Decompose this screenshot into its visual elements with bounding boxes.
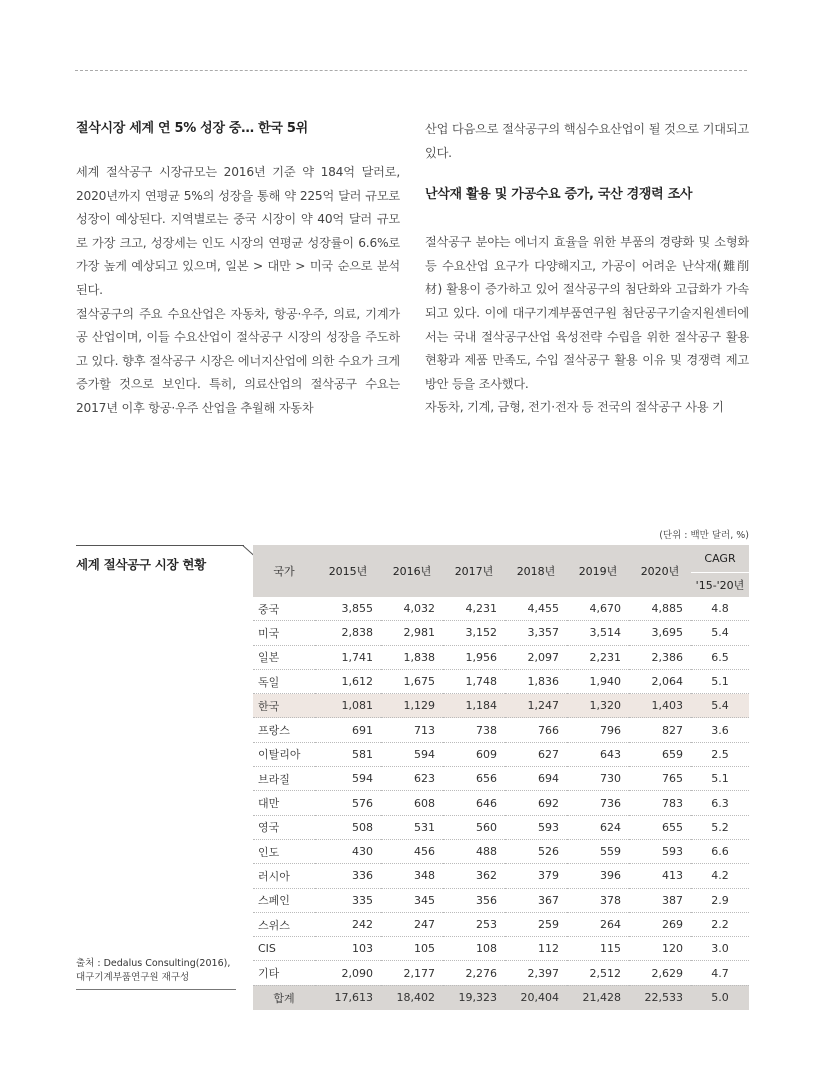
value-cell: 508 (315, 815, 381, 839)
value-cell: 1,956 (443, 645, 505, 669)
country-name: 미국 (253, 621, 315, 645)
source-line-2: 대구기계부품연구원 재구성 (76, 972, 190, 983)
value-cell: 560 (443, 815, 505, 839)
article-right-column (425, 118, 749, 420)
value-cell: 593 (629, 839, 691, 863)
table-row (253, 912, 749, 936)
value-cell: 259 (505, 912, 567, 936)
value-cell: 2,512 (567, 961, 629, 985)
value-cell: 1,748 (443, 669, 505, 693)
value-cell: 17,613 (315, 985, 381, 1010)
value-cell: 692 (505, 791, 567, 815)
cagr-cell: 3.0 (691, 937, 749, 961)
value-cell: 593 (505, 815, 567, 839)
table-row (253, 791, 749, 815)
value-cell: 730 (567, 767, 629, 791)
value-cell: 2,090 (315, 961, 381, 985)
cagr-cell: 5.4 (691, 621, 749, 645)
value-cell: 269 (629, 912, 691, 936)
table-row (253, 937, 749, 961)
table-row (253, 669, 749, 693)
value-cell: 1,675 (381, 669, 443, 693)
value-cell: 4,231 (443, 597, 505, 621)
paragraph-survey: 절삭공구 분야는 에너지 효율을 위한 부품의 경량화 및 소형화 등 수요산업 요구가 다양해지고, 가공이 어려운 난삭재(難削材) 활용이 증가하고 있어 절삭공구의 첨단화와 고급화가 가속되고 있다. 이에 대구기계부품연구원 첨단공구기술지원센터에서는 국내 절삭공구산업 육성전략 수립을 위한 절삭공구 활용현황과 제품 만족도, 수입 절삭공구 활용 이유 및 경쟁력 제고 방안 등을 조사했다. (425, 235, 749, 391)
value-cell: 643 (567, 742, 629, 766)
country-name: 브라질 (253, 767, 315, 791)
country-name: 대만 (253, 791, 315, 815)
value-cell: 646 (443, 791, 505, 815)
value-cell: 253 (443, 912, 505, 936)
value-cell: 396 (567, 864, 629, 888)
article-left-column (76, 118, 400, 421)
cagr-cell: 4.7 (691, 961, 749, 985)
value-cell: 2,177 (381, 961, 443, 985)
value-cell: 3,357 (505, 621, 567, 645)
cagr-cell: 4.8 (691, 597, 749, 621)
table-row (253, 888, 749, 912)
value-cell: 345 (381, 888, 443, 912)
table-row (253, 961, 749, 985)
value-cell: 105 (381, 937, 443, 961)
value-cell: 2,064 (629, 669, 691, 693)
value-cell: 3,514 (567, 621, 629, 645)
value-cell: 120 (629, 937, 691, 961)
country-name: 스페인 (253, 888, 315, 912)
section-heading-survey: 난삭재 활용 및 가공수요 증가, 국산 경쟁력 조사 (425, 187, 693, 203)
section-heading-market: 절삭시장 세계 연 5% 성장 중… 한국 5위 (76, 121, 308, 136)
value-cell: 736 (567, 791, 629, 815)
value-cell: 627 (505, 742, 567, 766)
cagr-cell: 5.2 (691, 815, 749, 839)
cagr-cell: 6.6 (691, 839, 749, 863)
table-row (253, 815, 749, 839)
value-cell: 362 (443, 864, 505, 888)
value-cell: 112 (505, 937, 567, 961)
table-row (253, 839, 749, 863)
value-cell: 594 (381, 742, 443, 766)
cagr-cell: 2.5 (691, 742, 749, 766)
cagr-cell: 5.1 (691, 767, 749, 791)
value-cell: 2,981 (381, 621, 443, 645)
country-name: 중국 (253, 597, 315, 621)
value-cell: 108 (443, 937, 505, 961)
cagr-cell: 6.3 (691, 791, 749, 815)
table-row (253, 645, 749, 669)
value-cell: 655 (629, 815, 691, 839)
value-cell: 581 (315, 742, 381, 766)
country-name: 기타 (253, 961, 315, 985)
country-name: 러시아 (253, 864, 315, 888)
value-cell: 3,152 (443, 621, 505, 645)
cagr-cell: 4.2 (691, 864, 749, 888)
value-cell: 576 (315, 791, 381, 815)
value-cell: 348 (381, 864, 443, 888)
value-cell: 691 (315, 718, 381, 742)
country-name: 스위스 (253, 912, 315, 936)
value-cell: 247 (381, 912, 443, 936)
value-cell: 456 (381, 839, 443, 863)
country-name: 한국 (253, 694, 315, 718)
header-year: 2018년 (505, 545, 567, 597)
value-cell: 21,428 (567, 985, 629, 1010)
value-cell: 1,741 (315, 645, 381, 669)
value-cell: 531 (381, 815, 443, 839)
table-row (253, 742, 749, 766)
value-cell: 2,386 (629, 645, 691, 669)
value-cell: 356 (443, 888, 505, 912)
table-row (253, 597, 749, 621)
table-unit-note: (단위 : 백만 달러, %) (659, 530, 749, 541)
value-cell: 4,032 (381, 597, 443, 621)
source-line-1: 출처 : Dedalus Consulting(2016), (76, 958, 231, 969)
value-cell: 4,885 (629, 597, 691, 621)
value-cell: 336 (315, 864, 381, 888)
value-cell: 559 (567, 839, 629, 863)
value-cell: 3,855 (315, 597, 381, 621)
country-name: 이탈리아 (253, 742, 315, 766)
value-cell: 2,276 (443, 961, 505, 985)
value-cell: 103 (315, 937, 381, 961)
value-cell: 335 (315, 888, 381, 912)
value-cell: 1,129 (381, 694, 443, 718)
paragraph-survey-users: 자동차, 기계, 금형, 전기·전자 등 전국의 절삭공구 사용 기 (425, 400, 724, 415)
country-name: 영국 (253, 815, 315, 839)
value-cell: 594 (315, 767, 381, 791)
value-cell: 378 (567, 888, 629, 912)
value-cell: 387 (629, 888, 691, 912)
value-cell: 1,184 (443, 694, 505, 718)
table-title: 세계 절삭공구 시장 현황 (76, 557, 206, 572)
value-cell: 1,838 (381, 645, 443, 669)
table-row (253, 767, 749, 791)
table-title-rule (76, 545, 244, 546)
value-cell: 1,940 (567, 669, 629, 693)
value-cell: 738 (443, 718, 505, 742)
country-name: 일본 (253, 645, 315, 669)
source-note (76, 957, 246, 985)
value-cell: 2,629 (629, 961, 691, 985)
value-cell: 18,402 (381, 985, 443, 1010)
value-cell: 796 (567, 718, 629, 742)
source-rule (76, 989, 236, 990)
market-table (253, 545, 749, 1010)
header-year: 2020년 (629, 545, 691, 597)
paragraph-market-size: 세계 절삭공구 시장규모는 2016년 기준 약 184억 달러로, 2020년까지 연평균 5%의 성장을 통해 약 225억 달러 규모로 성장이 예상된다. 지역별로는 중국 시장이 약 40억 달러 규모로 가장 크고, 성장세는 인도 시장의 연평균 성장률이 6.6%로 가장 높게 예상되고 있으며, 일본 > 대만 > 미국 순으로 분석된다. (76, 165, 400, 297)
value-cell: 22,533 (629, 985, 691, 1010)
value-cell: 430 (315, 839, 381, 863)
value-cell: 367 (505, 888, 567, 912)
value-cell: 4,670 (567, 597, 629, 621)
paragraph-demand-industry: 절삭공구의 주요 수요산업은 자동차, 항공·우주, 의료, 기계가공 산업이며, 이들 수요산업이 절삭공구 시장의 성장을 주도하고 있다. 향후 절삭공구 시장은 에너지산업에 의한 수요가 크게 증가할 것으로 보인다. 특히, 의료산업의 절삭공구 수요는 2017년 이후 항공·우주 산업을 추월해 자동차 (76, 306, 400, 415)
top-dashed-rule (75, 70, 747, 71)
paragraph-continuation: 산업 다음으로 절삭공구의 핵심수요산업이 될 것으로 기대되고 있다. (425, 122, 749, 160)
value-cell: 1,247 (505, 694, 567, 718)
country-name: 독일 (253, 669, 315, 693)
value-cell: 526 (505, 839, 567, 863)
value-cell: 609 (443, 742, 505, 766)
value-cell: 2,397 (505, 961, 567, 985)
cagr-cell: 5.1 (691, 669, 749, 693)
value-cell: 264 (567, 912, 629, 936)
value-cell: 413 (629, 864, 691, 888)
cagr-cell: 2.2 (691, 912, 749, 936)
value-cell: 488 (443, 839, 505, 863)
cagr-cell: 3.6 (691, 718, 749, 742)
value-cell: 4,455 (505, 597, 567, 621)
value-cell: 1,320 (567, 694, 629, 718)
value-cell: 694 (505, 767, 567, 791)
value-cell: 624 (567, 815, 629, 839)
cagr-cell: 6.5 (691, 645, 749, 669)
header-year: 2016년 (381, 545, 443, 597)
value-cell: 608 (381, 791, 443, 815)
table-total-row (253, 985, 749, 1010)
value-cell: 827 (629, 718, 691, 742)
country-name: 프랑스 (253, 718, 315, 742)
value-cell: 379 (505, 864, 567, 888)
table-row (253, 621, 749, 645)
value-cell: 1,612 (315, 669, 381, 693)
value-cell: 20,404 (505, 985, 567, 1010)
value-cell: 1,403 (629, 694, 691, 718)
country-name: CIS (253, 937, 315, 961)
value-cell: 2,097 (505, 645, 567, 669)
country-name: 합계 (253, 985, 315, 1010)
header-cagr-period: '15-'20년 (691, 573, 749, 598)
value-cell: 115 (567, 937, 629, 961)
table-row (253, 718, 749, 742)
value-cell: 783 (629, 791, 691, 815)
header-year: 2017년 (443, 545, 505, 597)
value-cell: 1,081 (315, 694, 381, 718)
value-cell: 3,695 (629, 621, 691, 645)
value-cell: 1,836 (505, 669, 567, 693)
header-country: 국가 (253, 545, 315, 597)
header-year: 2019년 (567, 545, 629, 597)
header-year: 2015년 (315, 545, 381, 597)
table-row (253, 694, 749, 718)
table-row (253, 864, 749, 888)
cagr-cell: 2.9 (691, 888, 749, 912)
value-cell: 623 (381, 767, 443, 791)
country-name: 인도 (253, 839, 315, 863)
value-cell: 2,231 (567, 645, 629, 669)
value-cell: 713 (381, 718, 443, 742)
value-cell: 659 (629, 742, 691, 766)
value-cell: 2,838 (315, 621, 381, 645)
cagr-cell: 5.4 (691, 694, 749, 718)
value-cell: 766 (505, 718, 567, 742)
value-cell: 765 (629, 767, 691, 791)
value-cell: 656 (443, 767, 505, 791)
value-cell: 242 (315, 912, 381, 936)
cagr-cell: 5.0 (691, 985, 749, 1010)
value-cell: 19,323 (443, 985, 505, 1010)
header-cagr: CAGR (691, 545, 749, 573)
